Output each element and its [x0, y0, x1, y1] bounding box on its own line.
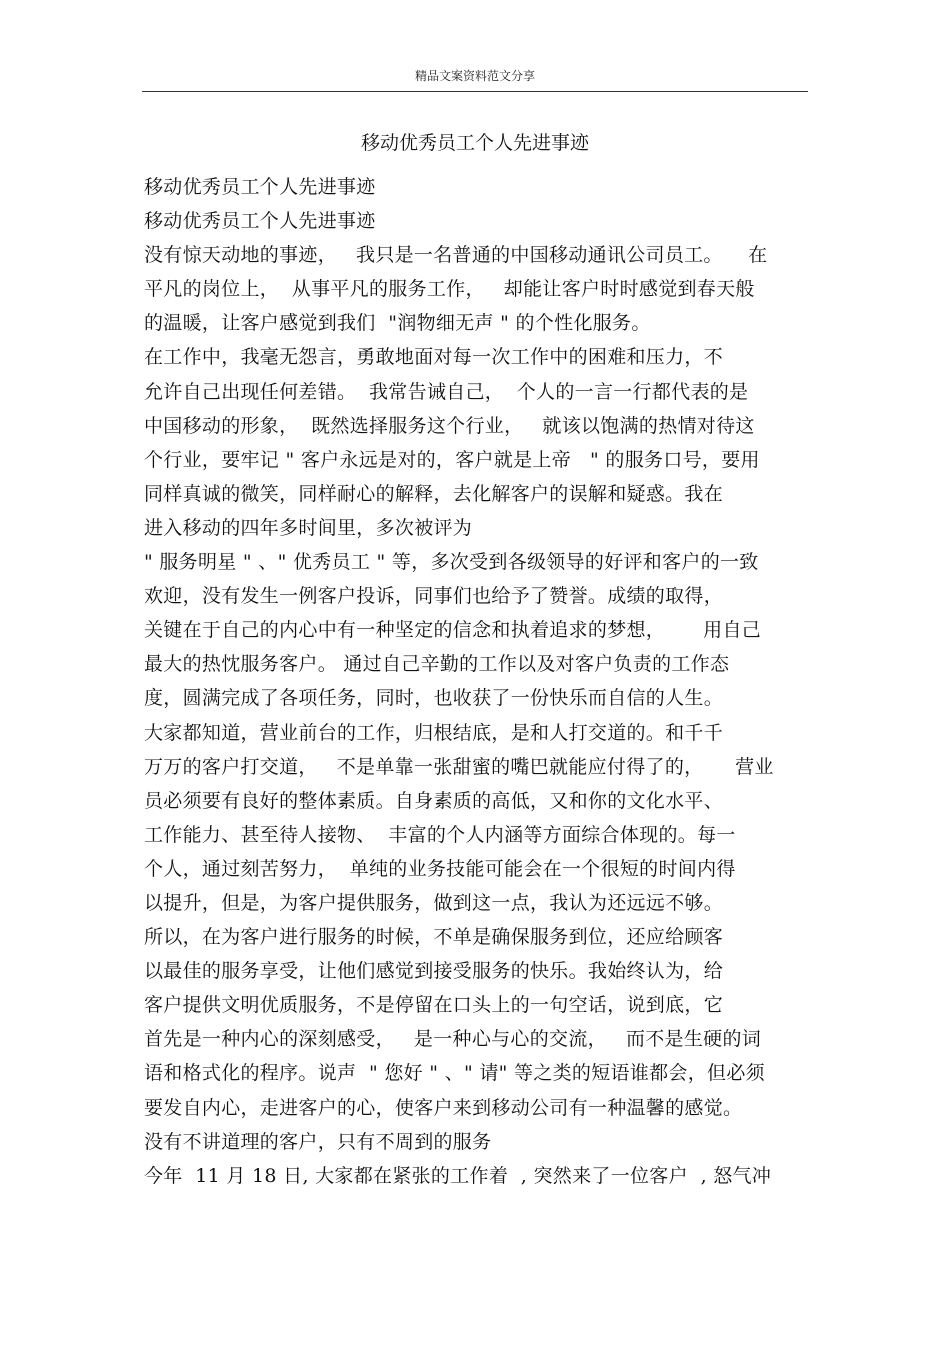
body-line: 度，圆满完成了各项任务，同时，也收获了一份快乐而自信的人生。 [144, 687, 724, 710]
body-line: 以最佳的服务享受，让他们感觉到接受服务的快乐。我始终认为，给 [144, 960, 724, 983]
body-line: 首先是一种内心的深刻感受， 是一种心与心的交流， 而不是生硬的词 [144, 1028, 762, 1051]
body-line: 今年 11 月 18 日, 大家都在紧张的工作着 , 突然来了一位客户 , 怒气冲 [144, 1164, 772, 1187]
body-line: 个人，通过刻苦努力， 单纯的业务技能可能会在一个很短的时间内得 [144, 857, 736, 880]
body-line: 最大的热忱服务客户。 通过自己辛勤的工作以及对客户负责的工作态 [144, 653, 730, 676]
body-line: 平凡的岗位上， 从事平凡的服务工作， 却能让客户时时感觉到春天般 [144, 278, 755, 301]
document-title: 移动优秀员工个人先进事迹 [360, 132, 589, 154]
header-divider [142, 91, 808, 92]
body-line: 以提升，但是，为客户提供服务，做到这一点，我认为还远远不够。 [144, 891, 724, 914]
body-line: 语和格式化的程序。说声 " 您好 " 、" 请" 等之类的短语谁都会，但必须 [144, 1062, 765, 1085]
body-line: 工作能力、甚至待人接物、 丰富的个人内涵等方面综合体现的。每一 [144, 823, 736, 846]
body-line: 允许自己出现任何差错。 我常告诫自己， 个人的一言一行都代表的是 [144, 380, 749, 403]
body-line: 在工作中，我毫无怨言，勇敢地面对每一次工作中的困难和压力，不 [144, 346, 724, 369]
body-line: 所以，在为客户进行服务的时候，不单是确保服务到位，还应给顾客 [144, 926, 724, 949]
body-line: 万万的客户打交道， 不是单靠一张甜蜜的嘴巴就能应付得了的， 营业 [144, 755, 774, 778]
body-line: 大家都知道，营业前台的工作，归根结底，是和人打交道的。和千千 [144, 721, 724, 744]
body-line: 关键在于自己的内心中有一种坚定的信念和执着追求的梦想， 用自己 [144, 619, 762, 642]
body-line: 的温暖，让客户感觉到我们 "润物细无声 " 的个性化服务。 [144, 312, 651, 335]
body-line: 移动优秀员工个人先进事迹 [144, 176, 376, 198]
body-line: 客户提供文明优质服务，不是停留在口头上的一句空话，说到底，它 [144, 994, 724, 1017]
body-line: 要发自内心，走进客户的心，使客户来到移动公司有一种温馨的感觉。 [144, 1096, 743, 1119]
header-text: 精品文案资料范文分享 [414, 69, 535, 83]
body-line: " 服务明星 " 、" 优秀员工 " 等，多次受到各级领导的好评和客户的一致 [144, 551, 759, 574]
body-line: 没有惊天动地的事迹， 我只是一名普通的中国移动通讯公司员工。 在 [144, 244, 768, 267]
body-line: 欢迎，没有发生一例客户投诉，同事们也给予了赞誉。成绩的取得， [144, 585, 724, 608]
body-line: 进入移动的四年多时间里，多次被评为 [144, 516, 473, 539]
body-line: 没有不讲道理的客户，只有不周到的服务 [144, 1130, 492, 1153]
body-line: 个行业，要牢记 " 客户永远是对的，客户就是上帝 " 的服务口号，要用 [144, 448, 760, 471]
body-line: 中国移动的形象， 既然选择服务这个行业， 就该以饱满的热情对待这 [144, 414, 755, 437]
body-line: 员必须要有良好的整体素质。自身素质的高低，又和你的文化水平、 [144, 789, 724, 812]
document-body [144, 170, 814, 1193]
body-line: 同样真诚的微笑，同样耐心的解释，去化解客户的误解和疑惑。我在 [144, 482, 724, 505]
body-line: 移动优秀员工个人先进事迹 [144, 210, 376, 233]
